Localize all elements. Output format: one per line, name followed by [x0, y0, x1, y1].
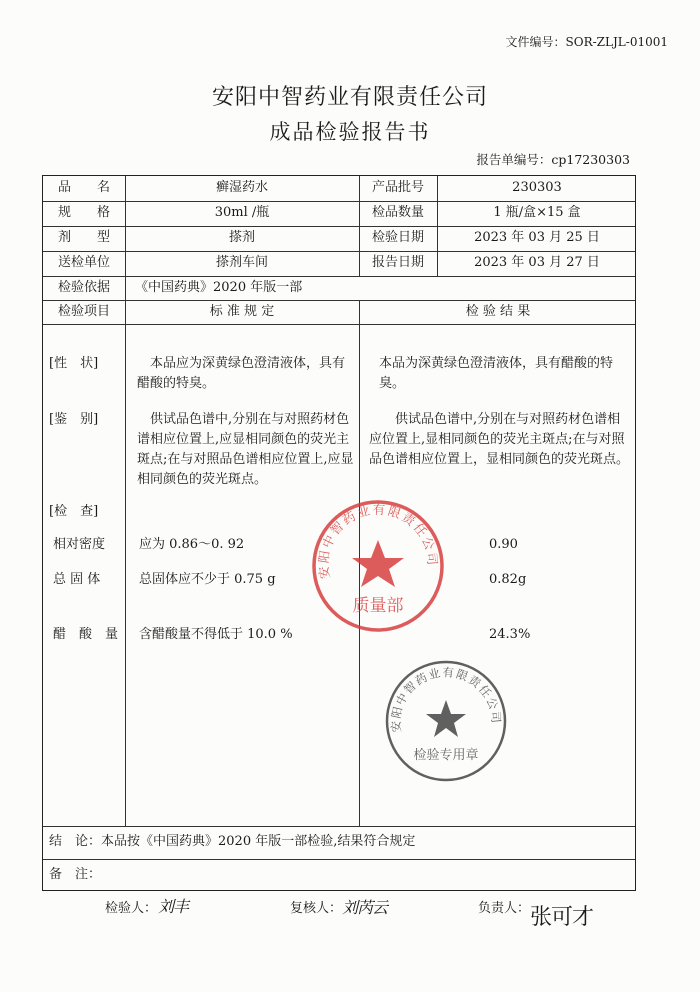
report-date: 2023 年 03 月 27 日 [474, 255, 600, 270]
column-standard: 标 准 规 定 [209, 304, 275, 319]
form-label: 剂 型 [57, 230, 110, 245]
report-number: 报告单编号：cp17230303 [476, 152, 630, 167]
acid-label: 醋 酸 量 [53, 627, 119, 642]
density-label: 相对密度 [53, 537, 106, 552]
star-icon [426, 700, 466, 737]
dosage-form: 搽剂 [228, 230, 255, 245]
star-icon [352, 540, 404, 587]
table-rule [43, 859, 635, 860]
inspection-stamp [381, 656, 511, 786]
column-result: 检 验 结 果 [465, 304, 531, 319]
quality-stamp-arc-text: 安阳中智药业有限责任公司 [315, 501, 441, 580]
test-basis: 《中国药典》2020 年版一部 [135, 280, 303, 295]
responsible-label: 负责人： [478, 901, 531, 916]
identification-standard: 供试品色谱中,分别在与对照药材色谱相应位置上,应显相同颜色的荧光主斑点;在与对照品色谱相应位置上,应显相同颜色的荧光斑点。 [137, 412, 354, 487]
identification-result: 供试品色谱中,分别在与对照药材色谱相应位置上,显相同颜色的荧光主斑点;在与对照品色谱相应位置上，显相同颜色的荧光斑点。 [369, 412, 630, 467]
inspector-label: 检验人： [105, 901, 158, 916]
appearance-standard: 本品应为深黄绿色澄清液体，具有醋酸的特臭。 [137, 356, 346, 391]
solids-result: 0.82g [489, 572, 527, 587]
inspection-stamp-dept: 检验专用章 [413, 748, 479, 763]
qty-label: 检品数量 [371, 205, 424, 220]
dept-label: 送检单位 [57, 255, 110, 270]
identification-label: [鉴 别] [49, 412, 99, 427]
acid-standard: 含醋酸量不得低于 10.0 % [139, 627, 293, 642]
reviewer-signature: 刘芮云 [342, 898, 388, 917]
solids-standard: 总固体应不少于 0.75 g [139, 572, 276, 587]
test-date: 2023 年 03 月 25 日 [474, 230, 600, 245]
table-rule [43, 826, 635, 827]
appearance-result: 本品为深黄绿色澄清液体，具有醋酸的特臭。 [379, 356, 614, 391]
density-result: 0.90 [489, 537, 518, 552]
inspection-stamp-arc-text: 安阳中智药业有限责任公司 [388, 665, 504, 733]
acid-result: 24.3% [489, 627, 531, 642]
document-title: 成品检验报告书 [269, 120, 431, 144]
basis-label: 检验依据 [57, 280, 110, 295]
appearance-label: [性 状] [49, 356, 99, 371]
company-name: 安阳中智药业有限责任公司 [211, 85, 488, 110]
test-date-label: 检验日期 [371, 230, 424, 245]
spec-label: 规 格 [57, 205, 110, 220]
file-number: 文件编号：SOR-ZLJL-01001 [505, 35, 668, 49]
product-name: 癣湿药水 [215, 180, 268, 195]
reviewer-label: 复核人： [290, 901, 343, 916]
batch-label: 产品批号 [371, 180, 424, 195]
submitting-dept: 搽剂车间 [215, 255, 268, 270]
table-rule [43, 276, 635, 277]
column-item: 检验项目 [57, 304, 110, 319]
solids-label: 总 固 体 [53, 572, 101, 587]
product-name-label: 品 名 [57, 180, 110, 195]
conclusion: 结 论：本品按《中国药典》2020 年版一部检验,结果符合规定 [49, 834, 416, 849]
responsible-signature: 张可才 [530, 905, 594, 930]
spec: 30ml /瓶 [214, 205, 270, 220]
report-table [42, 175, 636, 891]
inspector-signature: 刘丰 [158, 897, 189, 916]
report-date-label: 报告日期 [371, 255, 424, 270]
density-standard: 应为 0.86～0. 92 [139, 537, 245, 552]
batch-number: 230303 [512, 180, 562, 195]
quality-dept-stamp [308, 496, 448, 636]
remarks: 备 注： [49, 867, 102, 882]
quality-stamp-dept: 质量部 [352, 596, 404, 616]
check-label: [检 查] [49, 504, 99, 519]
table-rule [43, 324, 635, 325]
qty: 1 瓶/盒×15 盒 [493, 205, 581, 220]
